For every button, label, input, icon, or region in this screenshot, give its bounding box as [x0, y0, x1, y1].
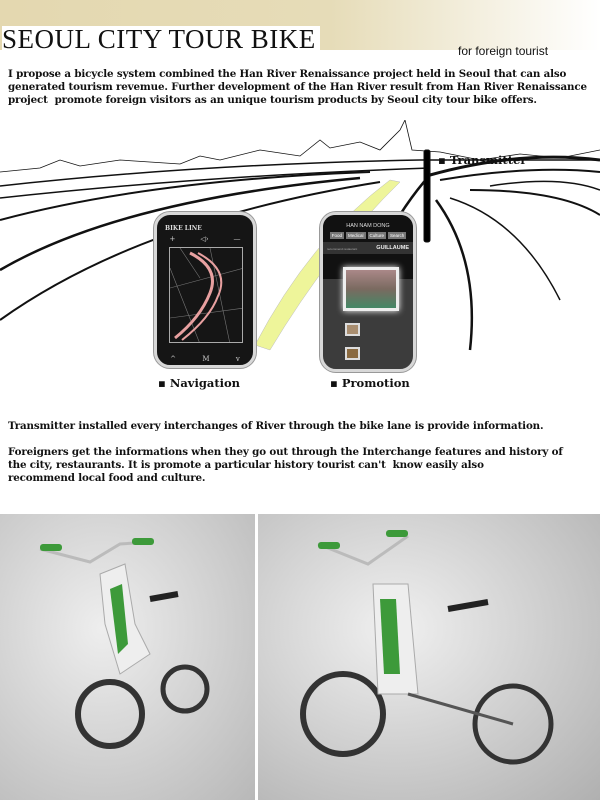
promotion-device — [320, 212, 416, 372]
sound-button[interactable]: ◁› — [200, 235, 209, 243]
bike-render-front — [0, 514, 255, 800]
tab-food[interactable]: Food — [331, 233, 342, 238]
body-line: Transmitter installed every interchanges of River through the bike lane is provide information. — [8, 420, 544, 432]
page-subtitle: for foreign tourist — [458, 44, 549, 58]
zoom-in-button[interactable]: + — [169, 235, 176, 243]
body-line: recommend local food and culture. — [8, 472, 206, 484]
promotion-label: ▪ Promotion — [330, 376, 410, 390]
bike-render-side — [258, 514, 600, 800]
transmitter-label: ▪ Transmitter — [438, 153, 527, 167]
zoom-out-button[interactable]: — — [233, 235, 241, 243]
thumbnail[interactable] — [345, 323, 360, 336]
body-line: Foreigners get the informations when they go out through the Interchange features and history of — [8, 446, 563, 458]
body-line: the city, restaurants. It is promote a particular history tourist can't know easily also — [8, 459, 484, 471]
restaurant-name: GUILLAUME — [376, 245, 409, 251]
transmitter-pole — [424, 150, 430, 242]
menu-button[interactable]: M — [202, 355, 210, 363]
intro-line: generated tourism revemue. Further development of the Han River result from Han River Renaissance — [8, 81, 587, 93]
location-name: HAN NAM DONG — [346, 223, 390, 229]
tab-medical[interactable]: Medical — [347, 233, 364, 238]
tab-search[interactable]: Search — [390, 233, 405, 238]
navigation-label: ▪ Navigation — [158, 376, 241, 390]
tab-culture[interactable]: Culture — [369, 233, 385, 238]
intro-line: I propose a bicycle system combined the Han River Renaissance project held in Seoul that can also — [8, 68, 567, 80]
caption: recommend restaurant — [327, 247, 358, 251]
thumbnail[interactable] — [345, 347, 360, 360]
navigation-device — [154, 212, 256, 368]
restaurant-photo[interactable] — [343, 267, 399, 311]
down-button[interactable]: v — [235, 355, 240, 363]
page-title: SEOUL CITY TOUR BIKE — [2, 26, 320, 52]
intro-line: project promote foreign visitors as an unique tourism products by Seoul city tour bike offers. — [8, 94, 537, 106]
up-button[interactable]: ^ — [170, 355, 177, 363]
nav-header: BIKE LINE — [165, 225, 202, 232]
map-display[interactable] — [169, 247, 243, 343]
